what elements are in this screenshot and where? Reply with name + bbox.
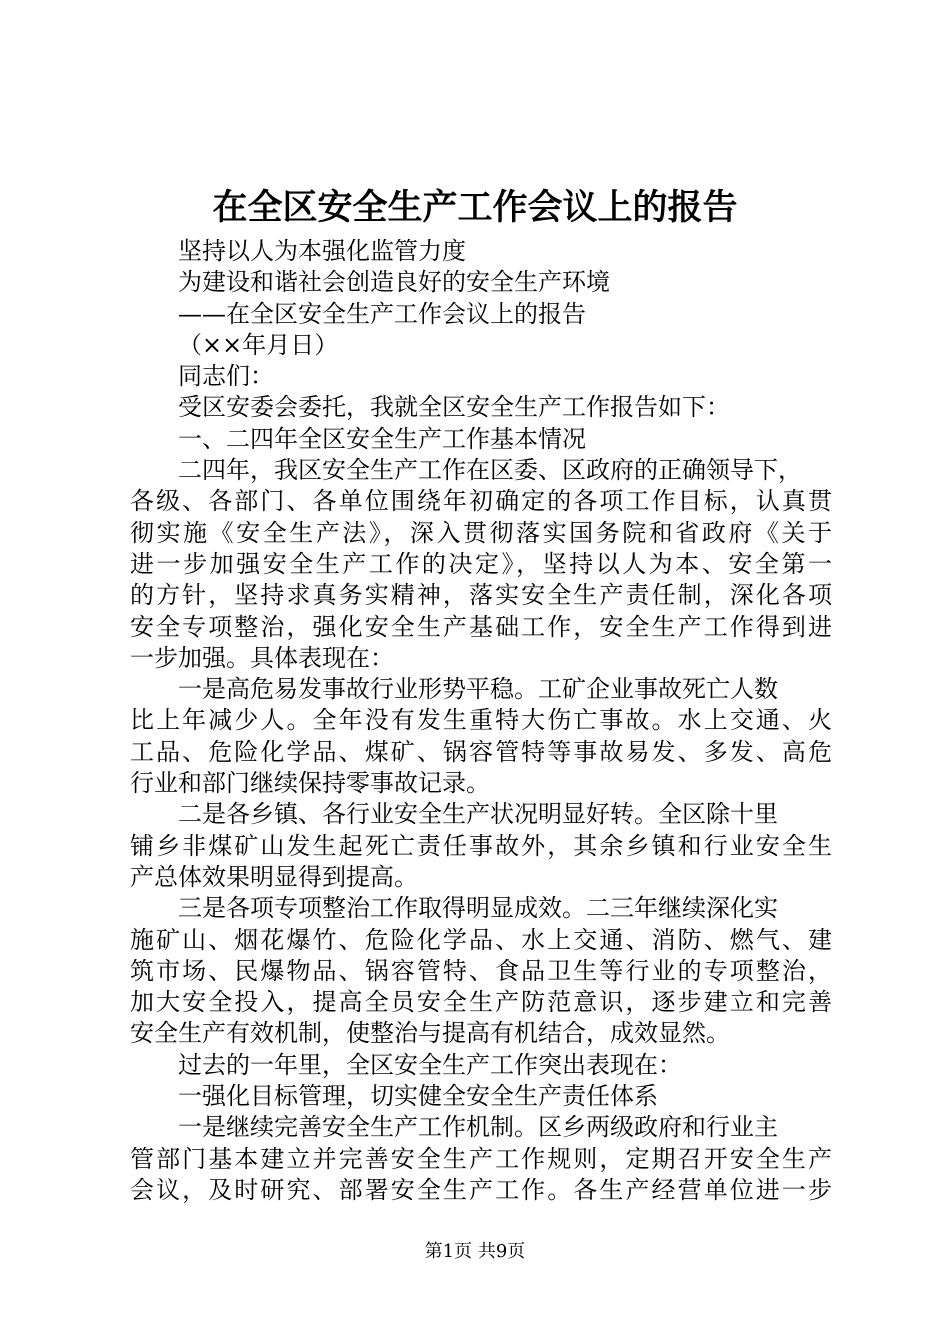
paragraph-line: 加大安全投入，提高全员安全生产防范意识，逐步建立和完善 bbox=[130, 988, 832, 1017]
paragraph-line: 安全生产有效机制，使整治与提高有机结合，成效显然。 bbox=[130, 1019, 730, 1048]
paragraph-line: 工品、危险化学品、煤矿、锅容管特等事故易发、多发、高危 bbox=[130, 737, 832, 766]
paragraph-line: 各级、各部门、各单位围绕年初确定的各项工作目标，认真贯 bbox=[130, 487, 832, 516]
paragraph-line: 的方针，坚持求真务实精神，落实安全生产责任制，深化各项 bbox=[130, 581, 832, 610]
paragraph-line: 二四年，我区安全生产工作在区委、区政府的正确领导下， bbox=[178, 456, 802, 485]
paragraph-line: 一是高危易发事故行业形势平稳。工矿企业事故死亡人数 bbox=[178, 675, 778, 704]
paragraph-line: 一强化目标管理，切实健全安全生产责任体系 bbox=[178, 1082, 658, 1111]
paragraph-line: 一步加强。具体表现在： bbox=[130, 643, 394, 672]
document-title: 在全区安全生产工作会议上的报告 bbox=[212, 187, 738, 228]
paragraph-line: 铺乡非煤矿山发生起死亡责任事故外，其余乡镇和行业安全生 bbox=[130, 831, 832, 860]
paragraph-line: （××年月日） bbox=[178, 330, 339, 359]
paragraph-line: 二是各乡镇、各行业安全生产状况明显好转。全区除十里 bbox=[178, 800, 778, 829]
paragraph-line: 行业和部门继续保持零事故记录。 bbox=[130, 769, 490, 798]
paragraph-line: ——在全区安全生产工作会议上的报告 bbox=[178, 299, 586, 328]
paragraph-line: 一、二四年全区安全生产工作基本情况 bbox=[178, 424, 586, 453]
paragraph-line: 比上年减少人。全年没有发生重特大伤亡事故。水上交通、火 bbox=[130, 706, 832, 735]
paragraph-line: 安全专项整治，强化安全生产基础工作，安全生产工作得到进 bbox=[130, 612, 832, 641]
paragraph-line: 施矿山、烟花爆竹、危险化学品、水上交通、消防、燃气、建 bbox=[130, 925, 832, 954]
paragraph-line: 三是各项专项整治工作取得明显成效。二三年继续深化实 bbox=[178, 894, 778, 923]
paragraph-line: 受区安委会委托，我就全区安全生产工作报告如下： bbox=[178, 393, 730, 422]
paragraph-line: 坚持以人为本强化监管力度 bbox=[178, 237, 466, 265]
paragraph-line: 进一步加强安全生产工作的决定》，坚持以人为本、安全第一 bbox=[130, 549, 832, 578]
paragraph-line: 产总体效果明显得到提高。 bbox=[130, 862, 418, 891]
paragraph-line: 管部门基本建立并完善安全生产工作规则，定期召开安全生产 bbox=[130, 1144, 832, 1173]
document-body bbox=[130, 236, 832, 1206]
page-number: 第1页 共9页 bbox=[424, 1241, 526, 1262]
paragraph-line: 彻实施《安全生产法》，深入贯彻落实国务院和省政府《关于 bbox=[130, 518, 832, 547]
paragraph-line: 筑市场、民爆物品、锅容管特、食品卫生等行业的专项整治， bbox=[130, 956, 832, 985]
paragraph-line: 同志们： bbox=[178, 362, 274, 391]
paragraph-line: 过去的一年里，全区安全生产工作突出表现在： bbox=[178, 1050, 682, 1079]
paragraph-line: 会议，及时研究、部署安全生产工作。各生产经营单位进一步 bbox=[130, 1175, 832, 1204]
paragraph-line: 一是继续完善安全生产工作机制。区乡两级政府和行业主 bbox=[178, 1113, 778, 1142]
paragraph-line: 为建设和谐社会创造良好的安全生产环境 bbox=[178, 268, 610, 297]
